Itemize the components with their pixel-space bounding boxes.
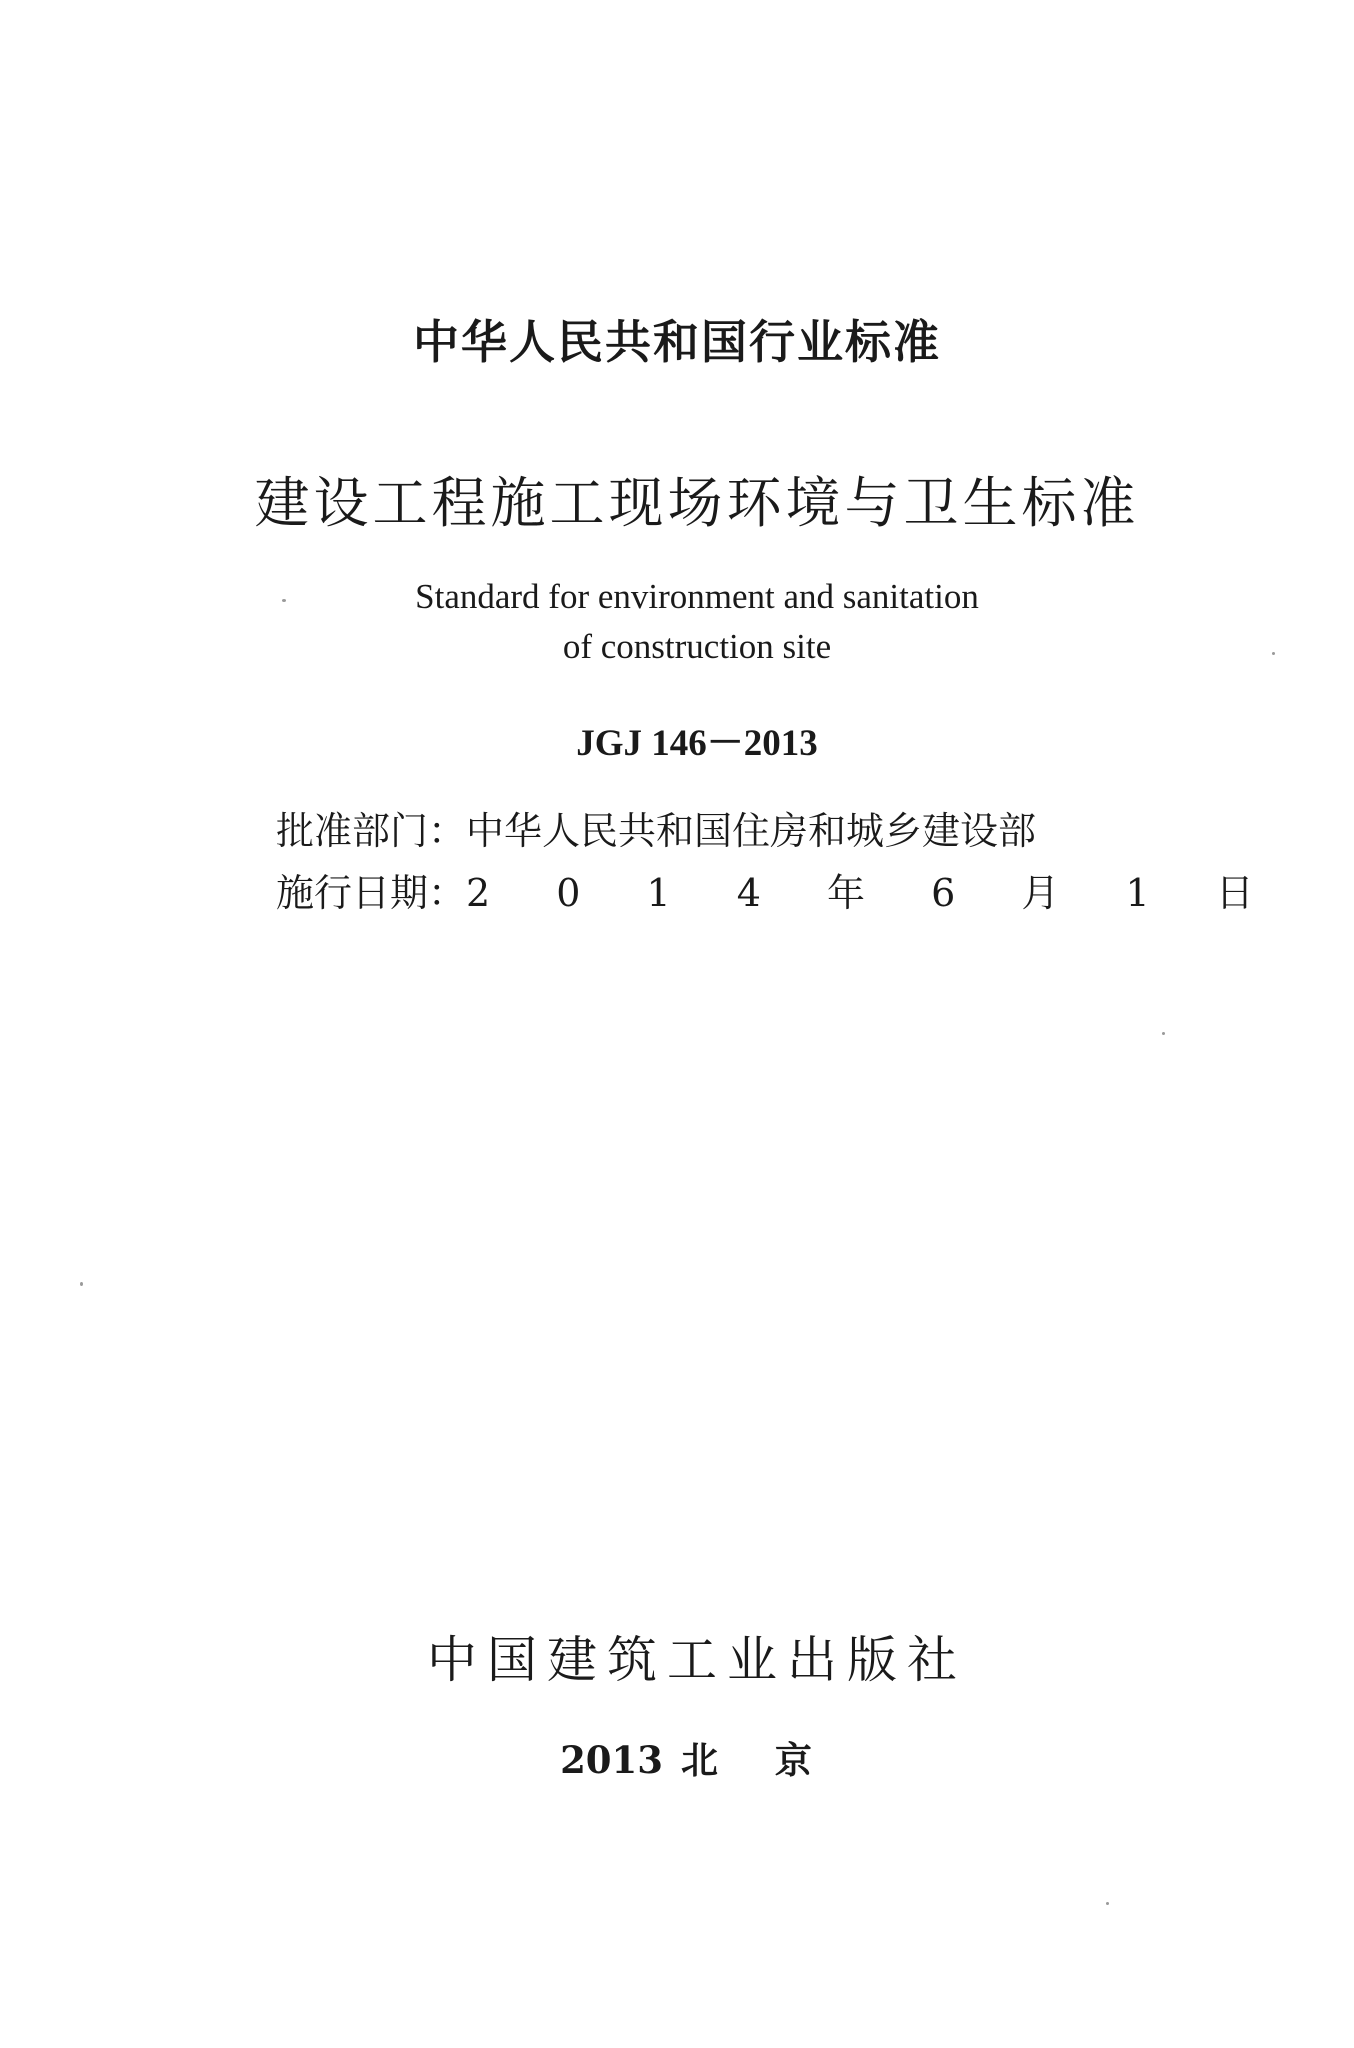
approval-department-row <box>276 800 1036 855</box>
scan-speck <box>1272 652 1275 655</box>
scan-speck <box>1162 1032 1165 1035</box>
scan-speck <box>80 1282 83 1286</box>
industry-standard-heading: 中华人民共和国行业标准 <box>413 315 941 369</box>
approval-value: 中华人民共和国住房和城乡建设部 <box>466 809 1037 853</box>
imprint-year: 2013 <box>560 1738 664 1782</box>
scan-speck <box>282 599 286 602</box>
effective-date-value: 2 0 1 4 年 6 月 1 日 <box>466 871 1281 915</box>
standard-code: JGJ 146－2013 <box>576 723 818 764</box>
publisher-name: 中国建筑工业出版社 <box>427 1631 967 1689</box>
document-title-english-line-1: Standard for environment and sanitation <box>415 577 979 616</box>
document-title-english-line-2: of construction site <box>562 627 832 666</box>
effective-date-row <box>276 862 1281 917</box>
imprint <box>20 1730 1354 1784</box>
effective-date-label: 施行日期： <box>276 871 467 915</box>
approval-label: 批准部门： <box>276 809 467 853</box>
imprint-city: 北 京 <box>681 1738 834 1782</box>
document-title-chinese: 建设工程施工现场环境与卫生标准 <box>254 471 1140 535</box>
scan-speck <box>1106 1902 1109 1905</box>
